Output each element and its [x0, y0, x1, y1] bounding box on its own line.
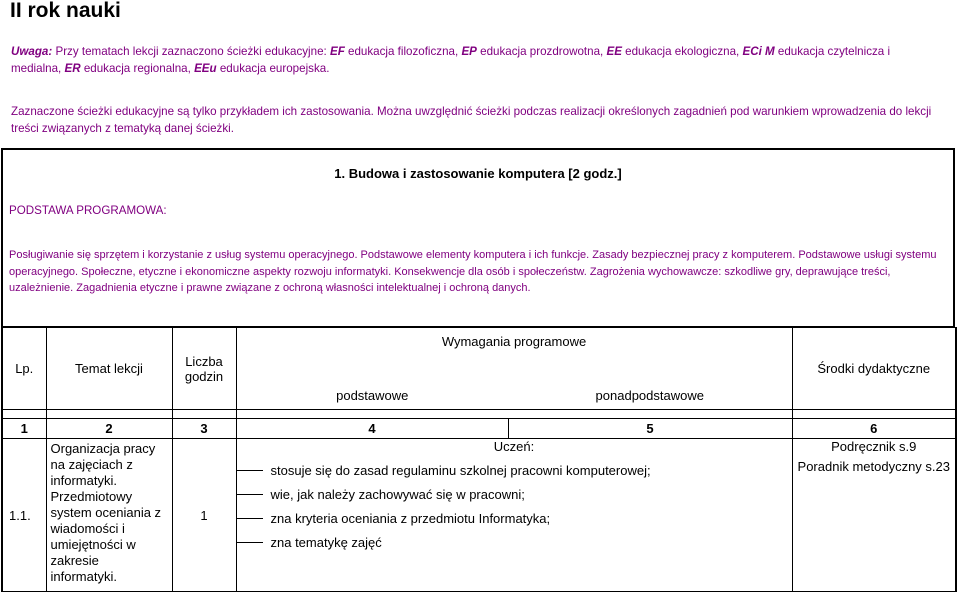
dash-bullet-icon [251, 542, 263, 543]
table-row [2, 439, 956, 592]
row-lp: 1.1. [2, 439, 46, 592]
page-title: II rok nauki [10, 0, 121, 22]
requirement-item [237, 482, 792, 506]
requirement-item [237, 530, 792, 554]
requirement-item [237, 458, 792, 482]
requirement-text: stosuje się do zasad regulaminu szkolnej pracowni komputerowej; [270, 462, 651, 478]
requirement-text: wie, jak należy zachowywać się w pracowni; [270, 486, 525, 502]
path-code: ECi M [742, 45, 775, 58]
dash-bullet-icon [237, 470, 251, 471]
path-code: EE [606, 45, 622, 58]
header-requirements: Wymagania programowe [236, 328, 792, 355]
path-code: EF [329, 45, 345, 58]
row-resources [792, 439, 956, 592]
header-topic: Temat lekcji [46, 328, 172, 410]
header-resources: Środki dydaktyczne [792, 328, 956, 410]
column-number: 1 [2, 419, 46, 439]
dash-bullet-icon [251, 518, 263, 519]
section-box [1, 148, 955, 328]
row-topic: Organizacja pracy na zajęciach z informatyki. Przedmiotowy system oceniania z wiadomości i umiejętności w zakresie informatyki. [46, 439, 172, 592]
header-lp: Lp. [2, 328, 46, 410]
dash-bullet-icon [237, 542, 251, 543]
path-code: EEu [194, 62, 217, 75]
lesson-table [1, 327, 957, 592]
path-code: ER [64, 62, 81, 75]
resource-item: Podręcznik s.9 [831, 439, 917, 454]
note-intro: Uwaga: [11, 45, 53, 58]
path-label: edukacja europejska. [216, 62, 330, 75]
student-label: Uczeń: [493, 439, 535, 454]
requirement-text: zna kryteria oceniania z przedmiotu Informatyka; [270, 510, 551, 526]
column-number: 5 [508, 419, 792, 439]
curriculum-text: Posługiwanie się sprzętem i korzystanie z usług systemu operacyjnego. Podstawowe elementy komputera i ich funkcje. Zasady bezpiecznej pracy z komputerem. Podstawowe usługi systemu operacyjnego. Społeczne, etyczne i ekonomiczne aspekty rozwoju informatyki. Konsekwencje dla osób i społeczeństw. Zagrożenia wychowawcze: szkodliwe gry, deprawujące treści, uzależnienie. Zagadnienia etyczne i prawne związane z ochroną własności intelektualnej i ochroną danych. [9, 249, 937, 294]
curriculum-label: PODSTAWA PROGRAMOWA: [9, 204, 167, 217]
path-label: edukacja czytelnicza i medialna, [11, 45, 891, 75]
note-paragraph [11, 43, 941, 77]
path-label: edukacja filozoficzna, [344, 45, 462, 58]
path-label: edukacja ekologiczna, [621, 45, 743, 58]
note-second-paragraph: Zaznaczone ścieżki edukacyjne są tylko przykładem ich zastosowania. Można uwzględnić ścieżki podczas realizacji określonych zagadnień pod warunkiem wprowadzenia do lekcji treści związanych z tematyką danej ścieżki. [11, 105, 932, 135]
column-number: 6 [792, 419, 956, 439]
column-number: 4 [236, 419, 508, 439]
note-intro-rest: Przy tematach lekcji zaznaczono ścieżki edukacyjne: [52, 45, 330, 58]
column-number: 2 [46, 419, 172, 439]
path-label: edukacja prozdrowotna, [476, 45, 607, 58]
header-advanced: ponadpodstawowe [508, 354, 792, 410]
dash-bullet-icon [237, 518, 251, 519]
dash-bullet-icon [251, 470, 263, 471]
column-number: 3 [172, 419, 236, 439]
header-hours: Liczba godzin [172, 328, 236, 410]
header-basic: podstawowe [236, 354, 508, 410]
dash-bullet-icon [251, 494, 263, 495]
section-title: 1. Budowa i zastosowanie komputera [2 godz.] [334, 166, 622, 181]
dash-bullet-icon [237, 494, 251, 495]
requirement-text: zna tematykę zajęć [270, 534, 382, 550]
path-label: edukacja regionalna, [80, 62, 195, 75]
row-hours: 1 [172, 439, 236, 592]
requirement-item [237, 506, 792, 530]
row-requirements [236, 439, 792, 592]
resource-item: Poradnik metodyczny s.23 [797, 459, 950, 474]
path-code: EP [461, 45, 477, 58]
